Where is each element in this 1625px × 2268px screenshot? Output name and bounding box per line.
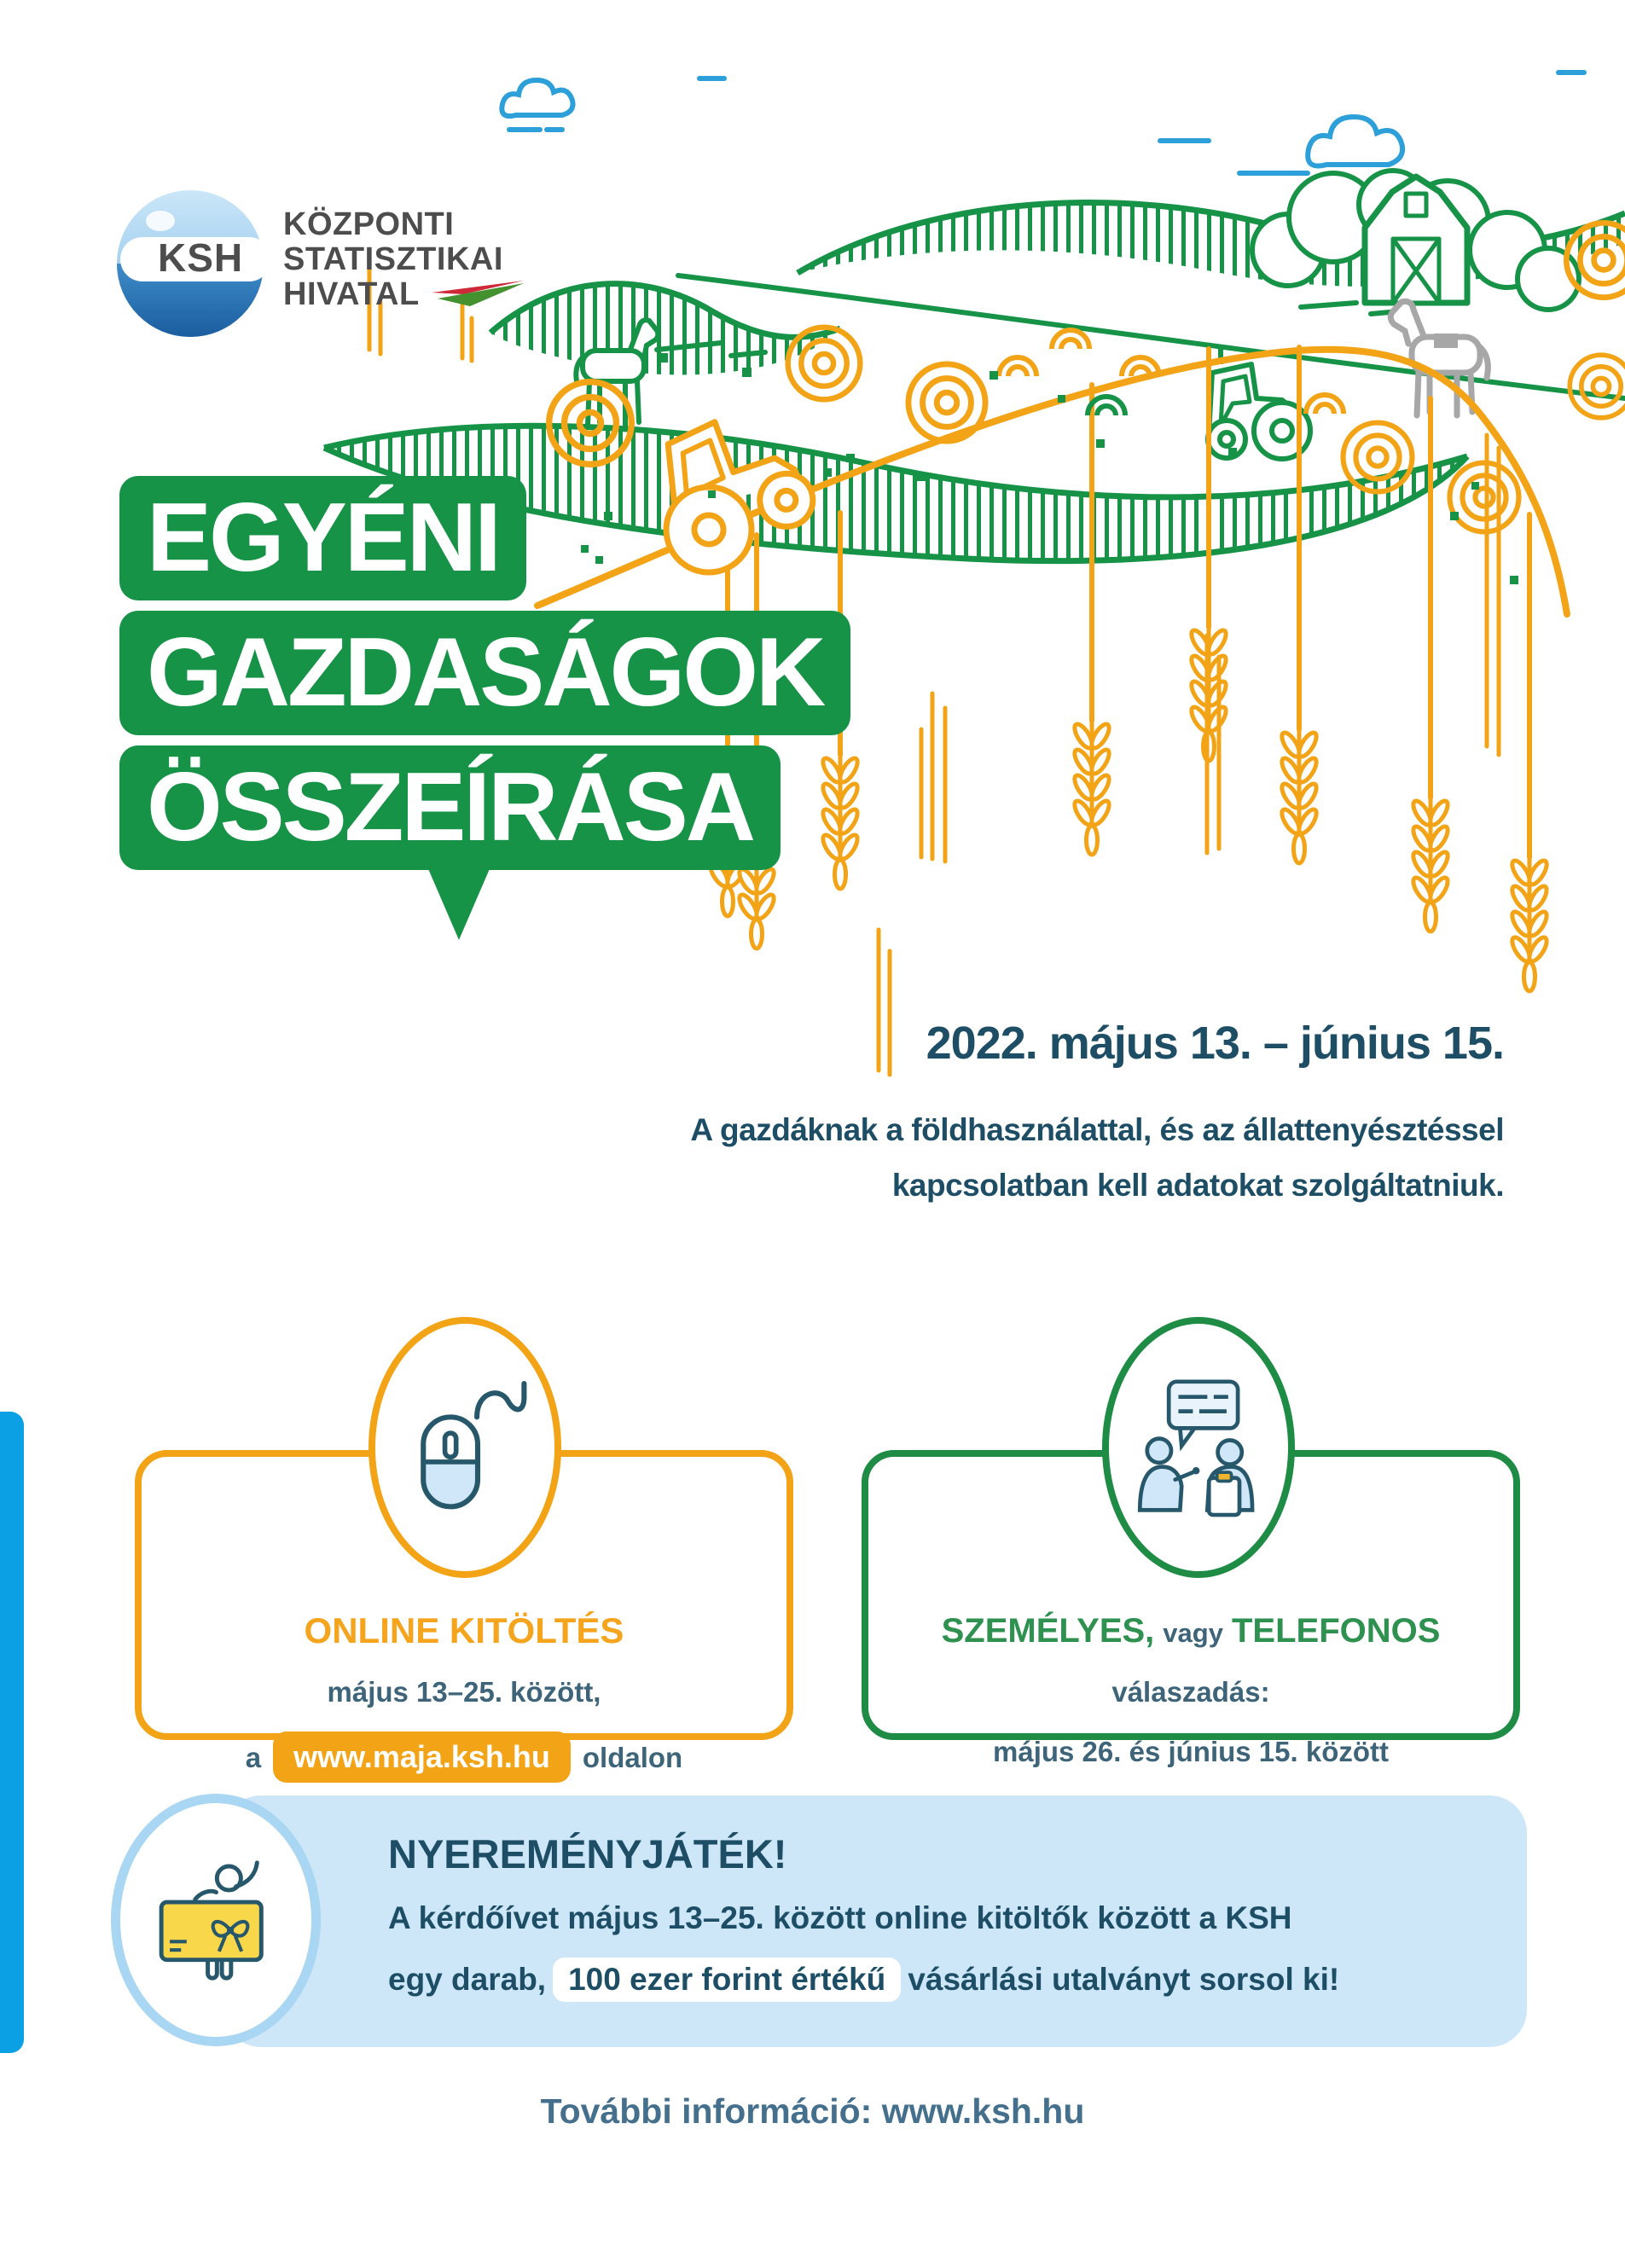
maja-url-link[interactable]: www.maja.ksh.hu [273, 1731, 571, 1783]
interview-icon [1130, 1371, 1267, 1524]
lottery-line2-prefix: egy darab, [388, 1962, 547, 1997]
org-line-2: STATISZTIKAI [283, 241, 503, 277]
org-line-1: KÖZPONTI [283, 206, 455, 242]
voucher-icon [146, 1846, 287, 1995]
lottery-highlight: 100 ezer forint értékű [553, 1958, 901, 2002]
lottery-title: NYEREMÉNYJÁTÉK! [388, 1831, 787, 1876]
ksh-globe-icon [113, 183, 271, 345]
personal-card-line2: május 26. és június 15. között [993, 1736, 1389, 1767]
lottery-line2 [388, 1958, 1339, 2002]
lottery-line2-suffix: vásárlási utalványt sorsol ki! [908, 1962, 1340, 1997]
title-block-2: GAZDASÁGOK [119, 611, 850, 735]
subtitle-line-1: A gazdáknak a földhasználattal, és az állattenyésztéssel [690, 1112, 1504, 1147]
title-szemelyes: SZEMÉLYES, [941, 1612, 1155, 1650]
subtitle-line-2: kapcsolatban kell adatokat szolgáltatniuk. [891, 1168, 1504, 1203]
title-vagy: vagy [1163, 1618, 1223, 1648]
online-card-url-row [135, 1731, 793, 1783]
cloud-icon [502, 73, 1584, 173]
url-suffix: oldalon [582, 1742, 683, 1773]
org-line-3: HIVATAL [283, 277, 524, 312]
url-prefix: a [245, 1742, 262, 1773]
title-block-3: ÖSSZEÍRÁSA [119, 745, 781, 870]
title-telefonos: TELEFONOS [1231, 1612, 1441, 1650]
online-card-title: ONLINE KITÖLTÉS [304, 1610, 624, 1650]
census-date: 2022. május 13. – június 15. [926, 1018, 1504, 1069]
lottery-line1: A kérdőívet május 13–25. között online kitöltők között a KSH [388, 1900, 1292, 1935]
left-edge-accent-bar [0, 1412, 24, 2053]
personal-card-badge [1102, 1317, 1295, 1578]
census-subtitle [690, 1102, 1504, 1213]
online-card-badge [369, 1317, 561, 1578]
personal-card-line1: válaszadás: [1111, 1676, 1270, 1708]
ksh-org-name [283, 207, 524, 312]
title-block-1: EGYÉNI [119, 476, 526, 600]
hungarian-flag-arrow-icon [432, 281, 524, 306]
ksh-logo-text: KSH [158, 235, 244, 280]
personal-card-title [862, 1612, 1520, 1650]
speech-bubble-tail [427, 865, 491, 940]
footer-info[interactable]: További információ: www.ksh.hu [540, 2091, 1085, 2131]
lottery-badge [111, 1794, 321, 2046]
mouse-icon [401, 1371, 529, 1524]
online-card-period: május 13–25. között, [327, 1676, 601, 1708]
